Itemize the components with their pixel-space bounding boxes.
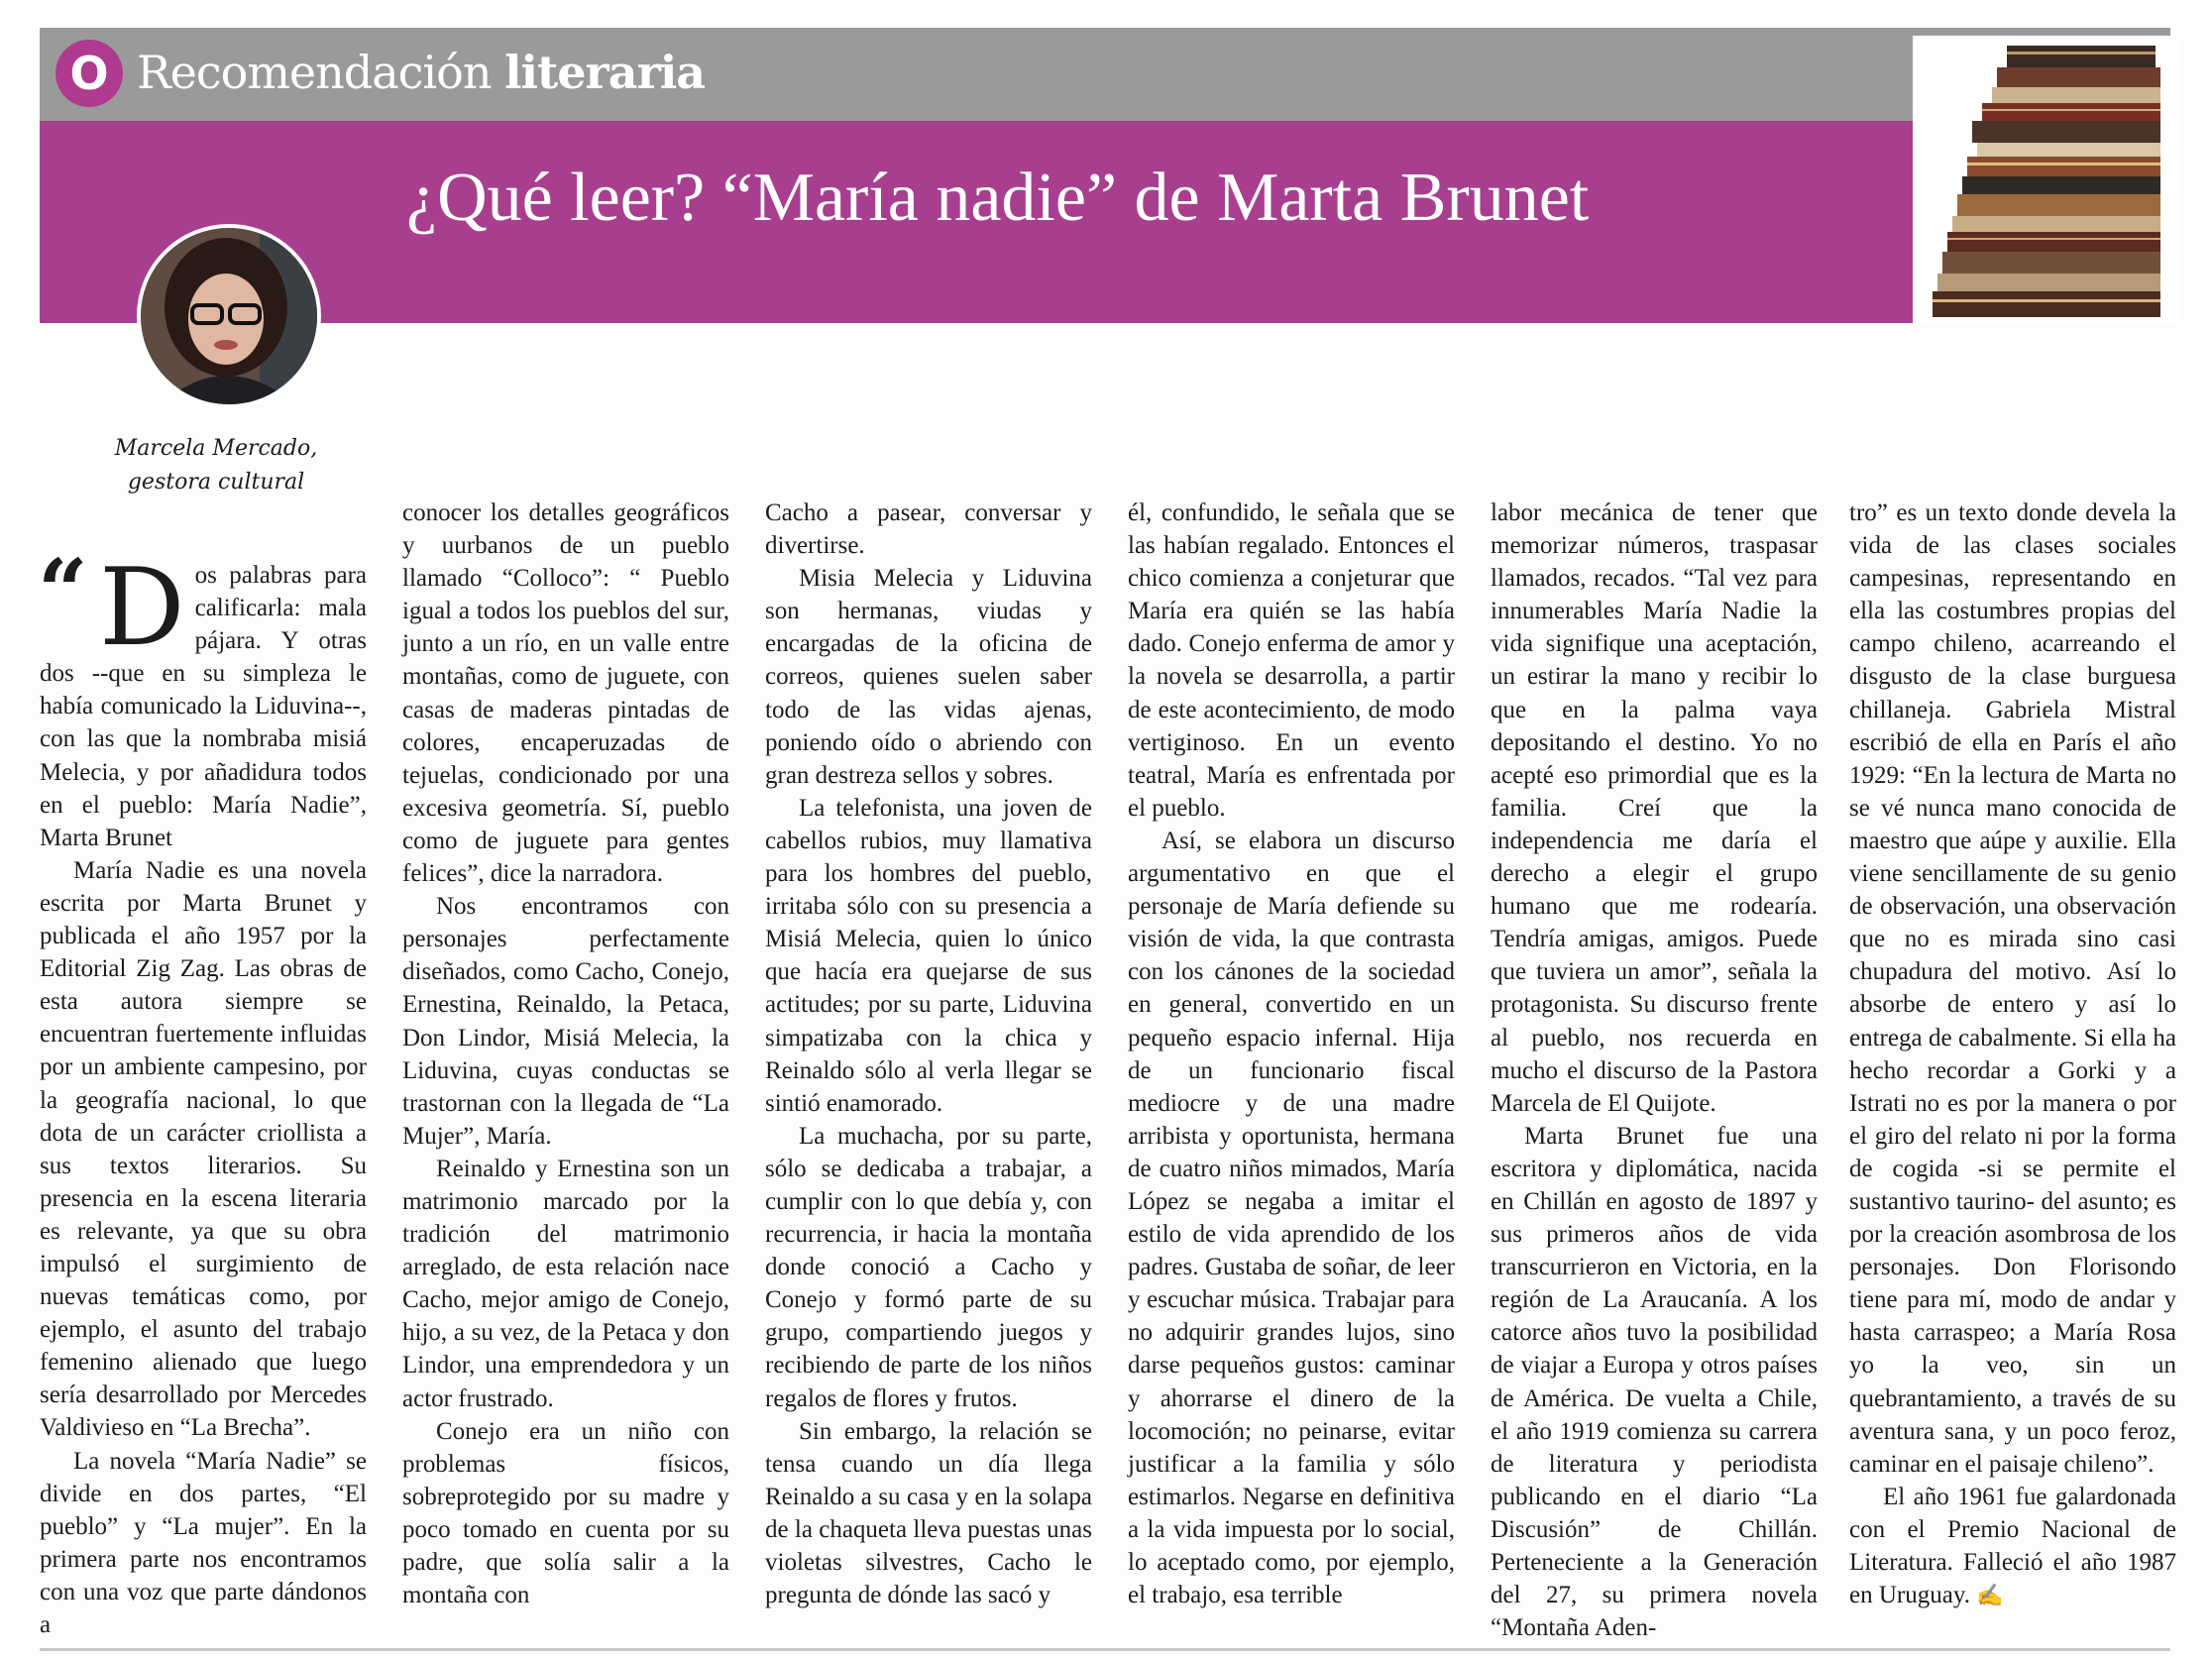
section-label-bold: literaria — [504, 46, 706, 99]
article-column-5 — [1491, 497, 1818, 1644]
section-badge: O — [55, 40, 123, 107]
article-paragraph: La novela “María Nadie” se divide en dos partes, “El pueblo” y “La mujer”. En la primera parte nos encontramos con una voz que parte dándonos a — [40, 1447, 367, 1638]
article-paragraph: La muchacha, por su parte, sólo se dedicaba a trabajar, a cumplir con lo que debía y, con recurrencia, ir hacia la montaña donde conoció a Cacho y Conejo y formó parte de su grupo, compartiendo juegos y recibiendo de parte de los niños regalos de flores y frutos. — [765, 1122, 1092, 1412]
article-paragraph: Marta Brunet fue una escritora y diplomática, nacida en Chillán en agosto de 1897 y sus primeros años de vida transcurrieron en Victoria, en la región de La Araucanía. A los catorce años tuvo la posibilidad de viajar a Europa y otros países de América. De vuelta a Chile, el año 1919 comienza su carrera de literatura y periodista publicando en el diario “La Discusión” de Chillán. Perteneciente a la Generación del 27, su primera novela “Montaña Aden- — [1491, 1122, 1818, 1642]
article-column-2 — [402, 497, 729, 1611]
article-paragraph: La telefonista, una joven de cabellos rubios, muy llamativa para los hombres del pueblo, irritaba sólo con su presencia a Misiá Melecia, quien lo único que hacía era quejarse de sus actitudes; por su parte, Liduvina simpatizaba con la chica y Reinaldo sólo al verla llegar se sintió enamorado. — [765, 794, 1092, 1117]
bottom-rule — [40, 1648, 2170, 1651]
author-role: gestora cultural — [127, 470, 305, 495]
article-paragraph: labor mecánica de tener que memorizar números, traspasar llamados, recados. “Tal vez para innumerables María Nadie la vida signifique una aceptación, un estirar la mano y recibir lo que en la palma vaya depositando el destino. Yo no acepté eso primordial que es la familia. Creí que la independencia me daría el derecho a elegir el grupo humano que me rodearía. Tendría amigas, amigos. Puede que tuviera un amor”, señala la protagonista. Su discurso frente al pueblo, nos recuerda en mucho el discurso de la Pastora Marcela de El Quijote. — [1491, 499, 1818, 1117]
headline: ¿Qué leer? “María nadie” de Marta Brunet — [406, 160, 1590, 236]
article-paragraph: Sin embargo, la relación se tensa cuando un día llega Reinaldo a su casa y en la solapa de la chaqueta lleva puestas unas violetas silvestres, Cacho le pregunta de dónde las sacó y — [765, 1417, 1092, 1609]
article-column-6 — [1849, 497, 2176, 1612]
article-paragraph: os palabras para calificarla: mala pájara. Y otras dos --que en su simpleza le había comunicado la Liduvina--, con las que la nombraba misiá Melecia, y por añadidura todos en el pueblo: María Nadie”, Marta Brunet — [40, 562, 367, 851]
article-paragraph: Nos encontramos con personajes perfectamente diseñados, como Cacho, Conejo, Ernestina, Reinaldo, la Petaca, Don Lindor, Misiá Melecia, la Liduvina, cuyas conductas se trastornan con la llegada de “La Mujer”, María. — [402, 893, 729, 1150]
article-column-4 — [1128, 497, 1455, 1611]
section-label — [137, 46, 705, 99]
author-avatar — [137, 224, 321, 408]
section-label-regular: Recomendación — [137, 46, 492, 99]
article-column-3 — [765, 497, 1092, 1611]
closing-paragraph: El año 1961 fue galardonada con el Premio Nacional de Literatura. Falleció el año 1987 en Uruguay. — [1849, 1483, 2176, 1609]
article-paragraph: María Nadie es una novela escrita por Marta Brunet y publicada el año 1957 por la Editorial Zig Zag. Las obras de esta autora siempre se encuentran fuertemente influidas por un ambiente campesino, por la geografía nacional, lo que dota de un carácter criollista a sus textos literarios. Su presencia en la escena literaria es relevante, ya que su obra impulsó el surgimiento de nuevas temáticas como, por ejemplo, el asunto del trabajo femenino alienado que luego sería desarrollado por Mercedes Valdivieso en “La Brecha”. — [40, 856, 367, 1442]
article-paragraph: él, confundido, le señala que se las habían regalado. Entonces el chico comienza a conjeturar que María era quién se las había dado. Conejo enferma de amor y la novela se desarrolla, a partir de este acontecimiento, de modo vertiginoso. En un evento teatral, María es enfrentada por el pueblo. — [1128, 499, 1455, 822]
article-paragraph: Así, se elabora un discurso argumentativo en que el personaje de María defiende su visión de vida, la que contrasta con los cánones de la sociedad en general, convertido en un pequeño espacio infernal. Hija de un funcionario fiscal mediocre y de una madre arribista y oportunista, hermana de cuatro niños mimados, María López se negaba a imitar el estilo de vida aprendido de los padres. Gustaba de soñar, de leer y escuchar música. Trabajar para no adquirir grandes lujos, sino darse pequeños gustos: caminar y ahorrarse el dinero de la locomoción; no peinarse, evitar justificar a la familia y sólo estimarlos. Negarse en definitiva a la vida impuesta por lo social, lo aceptado como, por ejemplo, el trabajo, esa terrible — [1128, 827, 1455, 1609]
author-byline — [59, 432, 373, 499]
article-paragraph: conocer los detalles geográficos y uurbanos de un pueblo llamado “Colloco”: “ Pueblo igual a todos los pueblos del sur, junto a un río, en un valle entre montañas, como de juguete, con casas de maderas pintadas de colores, encaperuzadas de tejuelas, condicionado por una excesiva geometría. Sí, pueblo como de juguete para gentes felices”, dice la narradora. — [402, 499, 729, 888]
author-name: Marcela Mercado, — [114, 436, 318, 461]
book-stack-illustration — [1913, 36, 2180, 325]
article-paragraph: Cacho a pasear, conversar y divertirse. — [765, 499, 1092, 560]
article-paragraph: Reinaldo y Ernestina son un matrimonio marcado por la tradición del matrimonio arreglado, de esta relación nace Cacho, mejor amigo de Conejo, hijo, a su vez, de la Petaca y don Lindor, una emprendedora y un actor frustrado. — [402, 1155, 729, 1412]
drop-cap: D — [99, 546, 185, 670]
article-paragraph — [1849, 1481, 2176, 1612]
end-of-article-mark: ✍ — [1976, 1584, 2004, 1609]
article-column-1 — [38, 539, 367, 1641]
portrait-illustration — [141, 228, 317, 404]
article-paragraph: Misia Melecia y Liduvina son hermanas, viudas y encargadas de la oficina de correos, quienes suelen saber todo de las vidas ajenas, poniendo oído o abriendo con gran destreza sellos y sobres. — [765, 565, 1092, 789]
article-paragraph: tro” es un texto donde devela la vida de las clases sociales campesinas, representando en ella las costumbres propias del campo chileno, acarreando el disgusto de la clase burguesa chillaneja. Gabriela Mistral escribió de ella en París el año 1929: “En la lectura de Marta no se vé nunca mano conocida de maestro que aúpe y auxilie. Ella viene sencillamente de su genio de observación, una observación que no es mirada sino casi chupadura del motivo. Así lo absorbe de entero y así lo entrega de cabalmente. Si ella ha hecho recordar a Gorki y a Istrati no es por la manera o por el giro del relato ni por la forma de cogida -si se permite el sustantivo taurino- del asunto; es por la creación asombrosa de los personajes. Don Florisondo tiene para mí, modo de andar y hasta carraspeo; a María Rosa yo la veo, sin un quebrantamiento, a través de su aventura sana, y un poco feroz, caminar en el paisaje chileno”. — [1849, 499, 2176, 1478]
article-paragraph: Conejo era un niño con problemas físicos, sobreprotegido por su madre y poco tomado en cuenta por su padre, que solía salir a la montaña con — [402, 1417, 729, 1609]
opening-quote-mark: “ — [38, 539, 88, 642]
